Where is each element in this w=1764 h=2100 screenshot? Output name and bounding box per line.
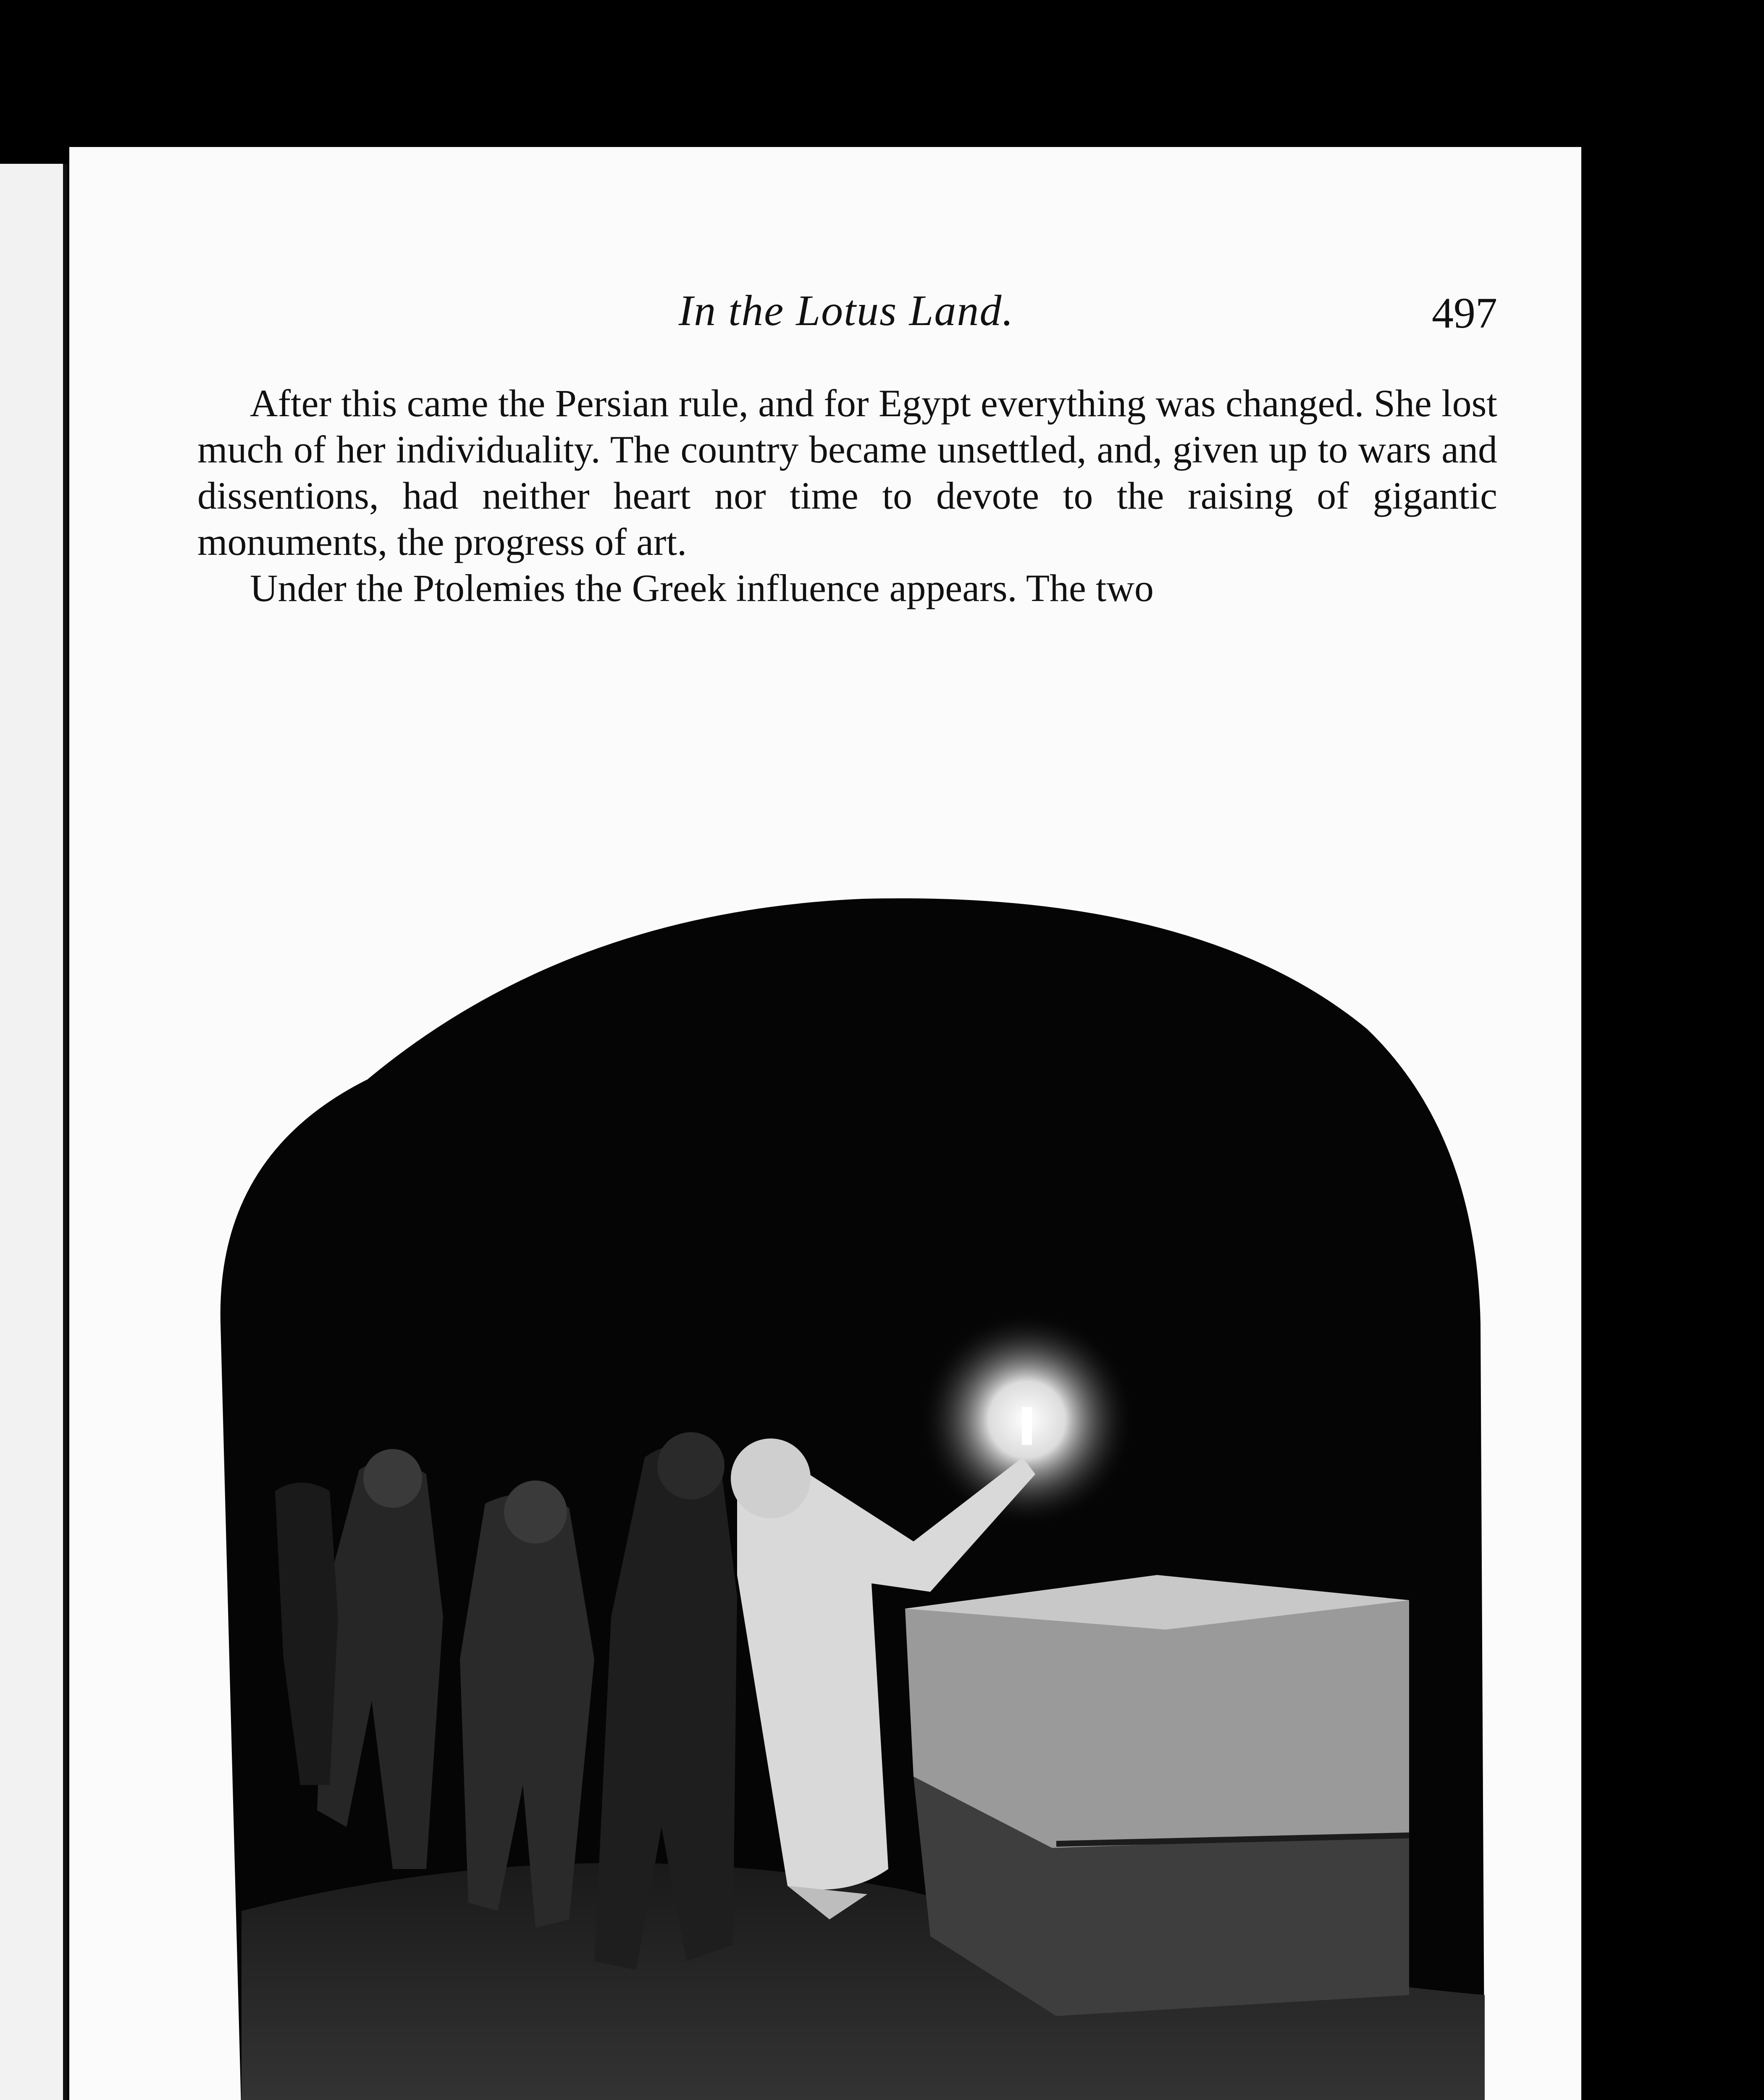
tomb-engraving (191, 861, 1506, 2100)
page-number: 497 (1432, 289, 1497, 337)
engraving-illustration (191, 861, 1506, 2100)
paragraph-persian-rule: After this came the Persian rule, and for Egypt everything was changed. She lost much of her individuality. The country became unsettled, and, given up to wars and dissentions, had neither heart nor time to devote to the raising of gigantic monuments, the progress of art. (197, 382, 1497, 563)
running-title: In the Lotus Land. (678, 286, 1014, 335)
sarcophagus (905, 1575, 1409, 2016)
candle (1022, 1407, 1032, 1445)
running-header (195, 286, 1497, 353)
text-block-top (197, 380, 1497, 611)
book-page (69, 147, 1581, 2100)
previous-page-edge (0, 164, 67, 2100)
paragraph-ptolemies: Under the Ptolemies the Greek influence appears. The two (250, 567, 1154, 609)
